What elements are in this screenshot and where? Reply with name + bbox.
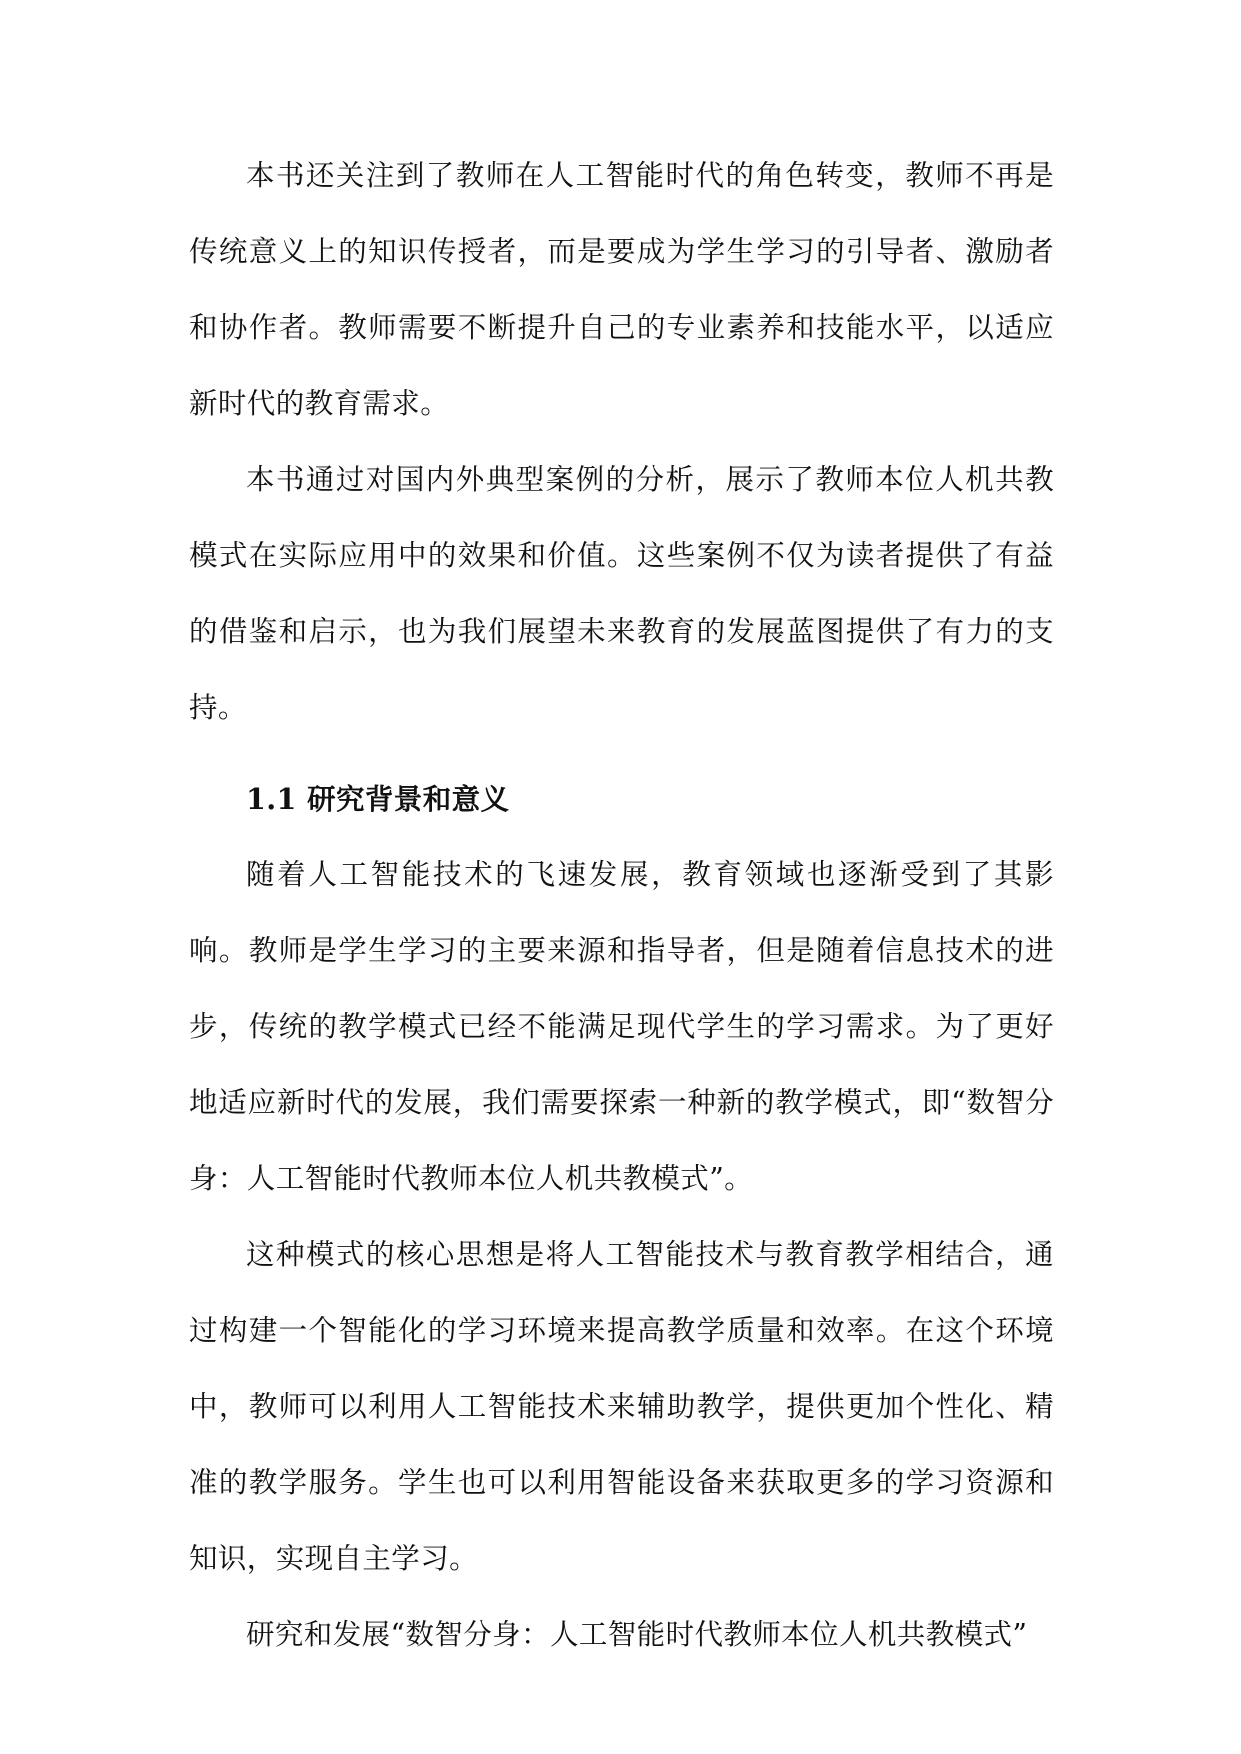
body-paragraph: 本书还关注到了教师在人工智能时代的角色转变，教师不再是传统意义上的知识传授者，而是要成为学生学习的引导者、激励者和协作者。教师需要不断提升自己的专业素养和技能水平，以适应新时代的教育需求。 (189, 159, 1054, 420)
body-paragraph: 这种模式的核心思想是将人工智能技术与教育教学相结合，通过构建一个智能化的学习环境来提高教学质量和效率。在这个环境中，教师可以利用人工智能技术来辅助教学，提供更加个性化、精准的教学服务。学生也可以利用智能设备来获取更多的学习资源和知识，实现自主学习。 (189, 1238, 1054, 1575)
section-heading: 1.1 研究背景和意义 (246, 782, 510, 816)
body-paragraph: 研究和发展“数智分身：人工智能时代教师本位人机共教模式” (246, 1618, 1028, 1651)
body-paragraph: 随着人工智能技术的飞速发展，教育领域也逐渐受到了其影响。教师是学生学习的主要来源和指导者，但是随着信息技术的进步，传统的教学模式已经不能满足现代学生的学习需求。为了更好地适应新时代的发展，我们需要探索一种新的教学模式，即“数智分身：人工智能时代教师本位人机共教模式”。 (189, 858, 1054, 1195)
document-body (189, 138, 1054, 1673)
body-paragraph: 本书通过对国内外典型案例的分析，展示了教师本位人机共教模式在实际应用中的效果和价值。这些案例不仅为读者提供了有益的借鉴和启示，也为我们展望未来教育的发展蓝图提供了有力的支持。 (189, 463, 1054, 724)
